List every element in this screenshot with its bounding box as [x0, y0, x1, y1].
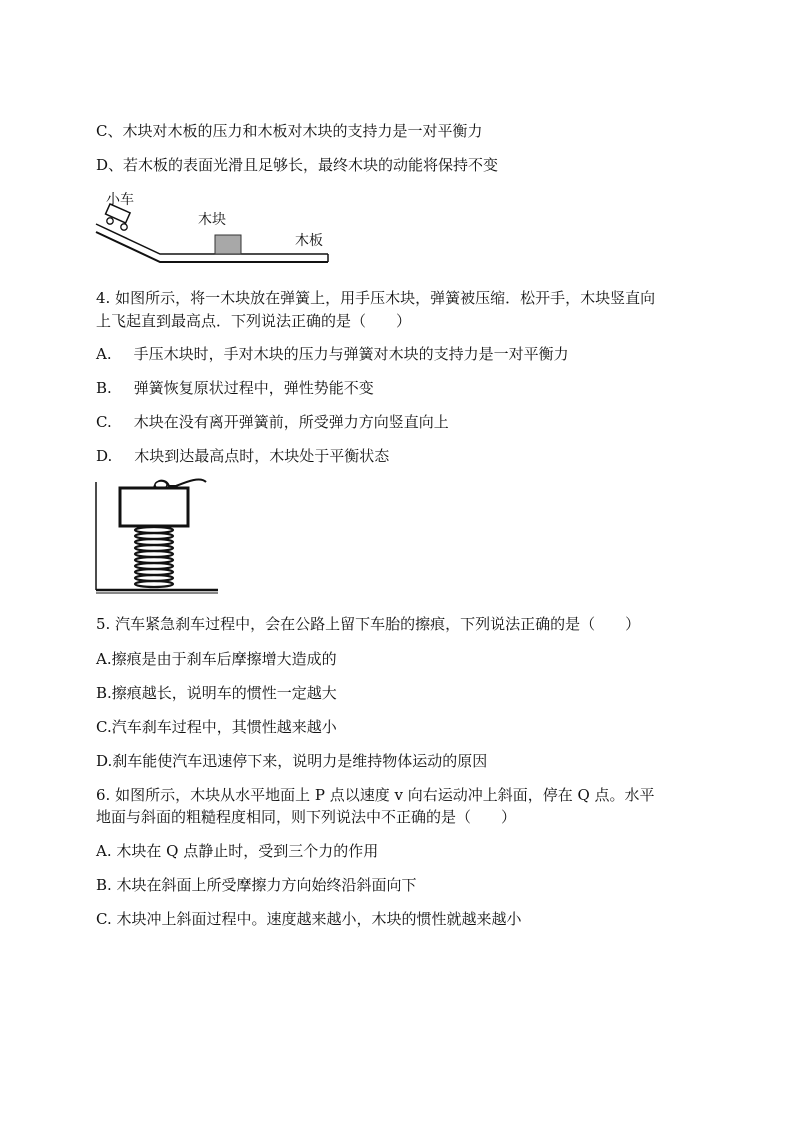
- q5-option-c: C.汽车刹车过程中，其惯性越来越小: [96, 718, 337, 736]
- q6-option-a: A. 木块在 Q 点静止时，受到三个力的作用: [96, 842, 379, 860]
- q4-option-a-text: 手压木块时，手对木块的压力与弹簧对木块的支持力是一对平衡力: [133, 345, 569, 363]
- board-label: 木板: [295, 233, 323, 249]
- q4-option-c-letter: C.: [96, 413, 112, 431]
- q4-option-b: [96, 378, 374, 398]
- q6-option-b: B. 木块在斜面上所受摩擦力方向始终沿斜面向下: [96, 876, 417, 894]
- q5-option-d: D.刹车能使汽车迅速停下来，说明力是维持物体运动的原因: [96, 752, 488, 770]
- q4-stem-line-2: 上飞起直到最高点．下列说法正确的是（ ）: [96, 312, 412, 330]
- q6-option-c: C. 木块冲上斜面过程中。速度越来越小，木块的惯性就越来越小: [96, 910, 522, 928]
- spring-icon: [135, 527, 173, 587]
- q4-option-d-text: 木块到达最高点时，木块处于平衡状态: [134, 447, 390, 465]
- q4-option-d: [96, 446, 389, 466]
- block-label: 木块: [198, 212, 226, 228]
- q4-option-c: [96, 412, 449, 432]
- q5-stem: 5. 汽车紧急刹车过程中，会在公路上留下车胎的擦痕，下列说法正确的是（ ）: [96, 615, 641, 633]
- q5-option-b: B.擦痕越长，说明车的惯性一定越大: [96, 684, 337, 702]
- q6-stem-line-1: 6. 如图所示，木块从水平地面上 P 点以速度 v 向右运动冲上斜面，停在 Q 点。水平: [96, 786, 655, 804]
- q3-option-c: C、木块对木板的压力和木板对木块的支持力是一对平衡力: [96, 122, 483, 140]
- q3-figure-car-ramp: [90, 188, 340, 270]
- q4-stem-line-1: 4. 如图所示，将一木块放在弹簧上，用手压木块，弹簧被压缩．松开手，木块竖直向: [96, 289, 656, 307]
- wood-block-shape: [215, 235, 241, 254]
- q4-option-c-text: 木块在没有离开弹簧前，所受弹力方向竖直向上: [133, 413, 449, 431]
- q5-option-a: A.擦痕是由于刹车后摩擦增大造成的: [96, 650, 337, 668]
- q4-option-b-letter: B.: [96, 379, 112, 397]
- q4-option-b-text: 弹簧恢复原状过程中，弹性势能不变: [133, 379, 374, 397]
- q4-figure-spring-block: [96, 474, 226, 598]
- q4-option-a-letter: A.: [96, 345, 112, 363]
- car-label: 小车: [106, 192, 134, 208]
- q3-option-d: D、若木板的表面光滑且足够长，最终木块的动能将保持不变: [96, 156, 499, 174]
- wood-block-shape: [120, 488, 188, 526]
- q4-option-a: [96, 344, 569, 364]
- q6-stem-line-2: 地面与斜面的粗糙程度相同，则下列说法中不正确的是（ ）: [96, 808, 517, 826]
- q4-option-d-letter: D.: [96, 447, 113, 465]
